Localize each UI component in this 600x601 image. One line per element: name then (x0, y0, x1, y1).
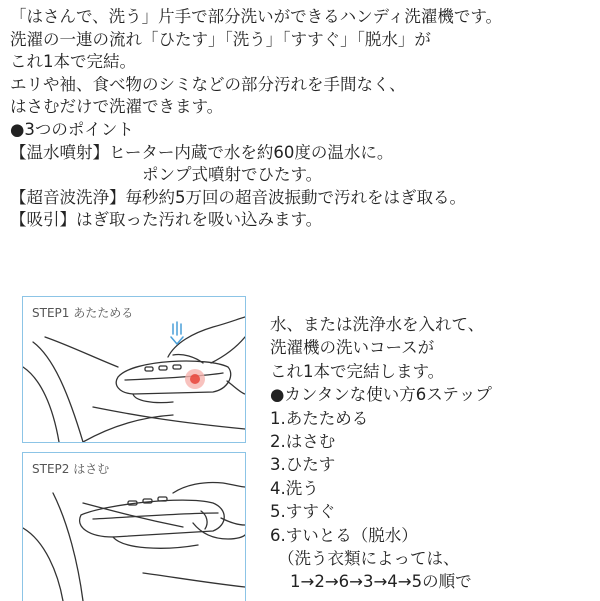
point-ultrasonic: 【超音波洗浄】毎秒約5万回の超音波振動で汚れをはぎ取る。 (10, 187, 466, 207)
usage-note: （洗う衣類によっては、 (278, 549, 460, 569)
step-item: 1.あたためる (270, 408, 369, 428)
point-warm-water-cont: ポンプ式噴射でひたす。 (142, 165, 323, 185)
step-item: 2.はさむ (270, 432, 336, 452)
usage-note-order: 1→2→6→3→4→5の順で (290, 572, 472, 592)
usage-line: 洗濯機の洗いコースが (270, 338, 435, 358)
step2-panel (22, 452, 246, 601)
steps-heading: ●カンタンな使い方6ステップ (270, 385, 492, 405)
points-heading: ●3つのポイント (10, 119, 134, 139)
usage-text (270, 313, 595, 594)
intro-text (10, 6, 595, 232)
usage-line: 水、または洗浄水を入れて、 (270, 315, 485, 334)
intro-line: 洗濯の一連の流れ「ひたす」「洗う」「すすぐ」「脱水」が (10, 29, 431, 49)
step-item: 3.ひたす (270, 455, 336, 475)
step-item: 5.すすぐ (270, 502, 336, 522)
point-suction: 【吸引】はぎ取った汚れを吸い込みます。 (10, 210, 323, 230)
intro-line: はさむだけで洗濯できます。 (10, 97, 224, 117)
step2-label: STEP2 はさむ (32, 462, 110, 476)
step-item: 4.洗う (270, 478, 319, 498)
intro-line: 「はさんで、洗う」片手で部分洗いができるハンディ洗濯機です。 (10, 7, 503, 26)
intro-line: エリや袖、食べ物のシミなどの部分汚れを手間なく、 (10, 74, 406, 94)
point-warm-water: 【温水噴射】ヒーター内蔵で水を約60度の温水に。 (10, 142, 394, 162)
usage-line: これ1本で完結します。 (270, 361, 445, 381)
step1-label: STEP1 あたためる (32, 306, 134, 320)
intro-line: これ1本で完結。 (10, 52, 136, 72)
step-item: 6.すいとる（脱水） (270, 525, 418, 545)
step1-panel (22, 296, 246, 443)
